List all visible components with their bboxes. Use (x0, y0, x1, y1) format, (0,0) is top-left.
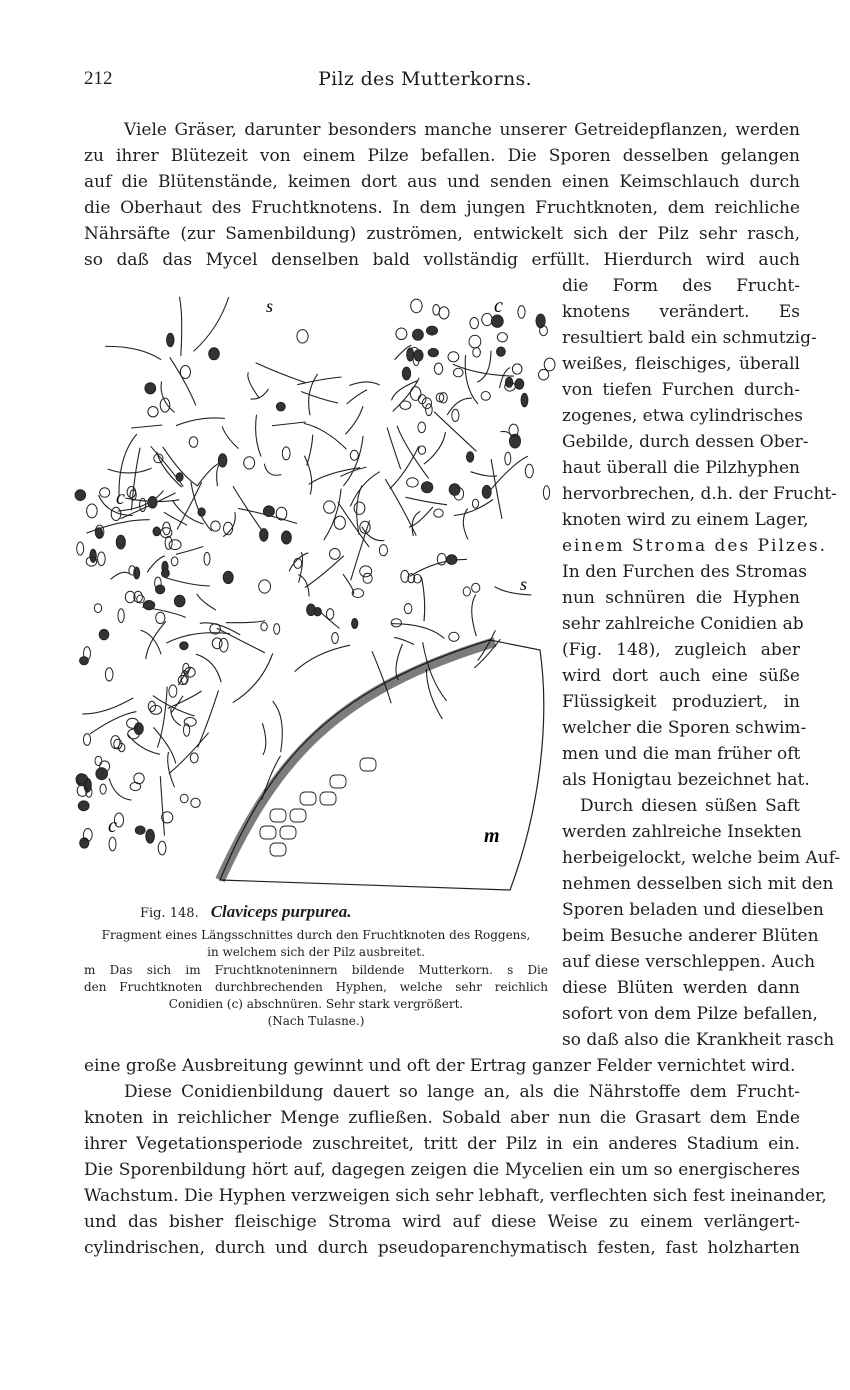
figure-species-name: Claviceps purpurea. (210, 902, 352, 921)
conidium (180, 794, 188, 803)
conidium (473, 348, 481, 358)
stroma-cell (300, 792, 316, 805)
conidium (482, 485, 491, 498)
hypha-strand (421, 577, 424, 621)
column-line: nehmen desselben sich mit den (562, 874, 834, 894)
conidium (190, 753, 198, 763)
conidium (282, 447, 290, 460)
conidium (544, 358, 555, 371)
hypha-strand (262, 723, 265, 755)
figure-label-c: c (116, 487, 125, 509)
hypha-strand (406, 497, 448, 505)
hypha-strand (491, 456, 528, 490)
hypha-strand (424, 432, 446, 464)
caption-line: m Das sich im Fruchtknoteninnern bildende Mutterkorn. s Die (84, 963, 548, 977)
conidium (153, 527, 160, 536)
conidium (540, 326, 548, 336)
conidium (402, 367, 410, 380)
stroma-cell (260, 826, 276, 839)
hypha-strand (385, 479, 416, 535)
conidium (176, 473, 183, 482)
conidium (497, 347, 506, 356)
hypha-strand (343, 436, 363, 486)
text-line: Viele Gräser, darunter besonders manche unserer Getreidepflanzen, werden (124, 120, 800, 140)
figure-label-m: m (484, 825, 500, 847)
conidium (244, 457, 255, 469)
conidium (169, 685, 177, 697)
column-line: von tiefen Furchen durch- (562, 380, 800, 400)
hypha-strand (272, 422, 306, 426)
running-title: Pilz des Mutterkorns. (318, 68, 532, 90)
column-line: Sporen beladen und dieselben (562, 900, 824, 920)
conidium (156, 585, 165, 594)
conidium (439, 307, 449, 319)
conidium (539, 369, 549, 380)
conidium (326, 609, 333, 620)
conidium (411, 299, 422, 313)
conidium (212, 638, 222, 649)
conidium (158, 841, 166, 855)
conidium (161, 528, 172, 538)
column-line: (Fig. 148), zugleich aber (562, 640, 800, 660)
conidium (350, 450, 358, 460)
column-line: werden zahlreiche Insekten (562, 822, 802, 842)
column-line: men und die man früher oft (562, 744, 801, 764)
conidium (463, 587, 470, 596)
conidium (87, 504, 98, 518)
text-line: Nährsäfte (zur Samenbildung) zuströmen, entwickelt sich der Pilz sehr rasch, (84, 224, 800, 244)
conidium (146, 829, 155, 843)
hypha-strand (170, 357, 196, 405)
text-line: eine große Ausbreitung gewinnt und oft der Ertrag ganzer Felder vernichtet wird. (84, 1056, 796, 1076)
hypha-strand (304, 423, 347, 449)
hypha-strand (171, 696, 183, 713)
conidium (400, 401, 411, 409)
conidium (145, 383, 156, 394)
column-line: wird dort auch eine süße (562, 666, 800, 686)
text-line: so daß das Mycel denselben bald vollständig erfüllt. Hierdurch wird auch (84, 250, 800, 270)
conidium (156, 612, 165, 623)
hypha-strand (391, 624, 444, 639)
conidium (363, 573, 372, 583)
conidium (90, 549, 96, 562)
conidium (111, 736, 120, 749)
text-line: knoten in reichlicher Menge zufließen. Sobald aber nun die Grasart dem Ende (84, 1108, 800, 1128)
conidium (449, 484, 460, 496)
conidium (259, 580, 271, 593)
conidium (354, 502, 365, 514)
hypha-strand (197, 594, 216, 610)
figure-illustration (70, 290, 556, 896)
column-line: nun schnüren die Hyphen (562, 588, 800, 608)
conidium (198, 508, 205, 516)
hypha-strand (108, 468, 152, 473)
text-line: Wachstum. Die Hyphen verzweigen sich sehr lebhaft, verflechten sich fest ineinander, (84, 1186, 827, 1206)
column-line: resultiert bald ein schmutzig- (562, 328, 817, 348)
conidium (482, 313, 492, 325)
conidium (497, 333, 507, 342)
column-line: hervorbrechen, d.h. der Frucht- (562, 484, 837, 504)
conidium (180, 366, 190, 379)
conidium (512, 364, 522, 374)
column-line: die Form des Frucht- (562, 276, 800, 296)
conidium (447, 555, 457, 565)
hypha-strand (256, 363, 306, 383)
caption-line: Conidien (c) abschnüren. Sehr stark vergrößert. (168, 997, 464, 1011)
conidium (77, 542, 84, 555)
hypha-strand (390, 446, 419, 489)
hypha-strand (131, 425, 162, 428)
conidium (78, 801, 89, 811)
conidium (467, 452, 474, 462)
conidium (171, 557, 178, 566)
hypha-strand (393, 378, 420, 412)
column-line: Gebilde, durch dessen Ober- (562, 432, 809, 452)
hypha-strand (447, 398, 472, 415)
figure-title (140, 902, 351, 922)
conidium (515, 379, 524, 389)
conidium (297, 330, 308, 343)
conidium (148, 407, 158, 417)
figure-label-c: c (108, 815, 117, 837)
hypha-strand (347, 390, 367, 404)
stroma-cell (280, 826, 296, 839)
hypha-strand (251, 389, 269, 399)
column-line: herbeigelockt, welche beim Auf- (562, 848, 841, 868)
conidium (167, 333, 174, 346)
hypha-strand (295, 645, 351, 671)
figure-label-c: c (494, 295, 503, 317)
conidium (99, 629, 109, 639)
column-line: auf diese verschleppen. Auch (562, 952, 816, 972)
conidium (469, 335, 481, 348)
stroma-cell (290, 809, 306, 822)
hypha-strand (82, 698, 133, 714)
stroma-cell (270, 843, 286, 856)
claviceps-drawing (70, 290, 556, 896)
stroma-cell (270, 809, 286, 822)
hypha-strand (491, 459, 502, 519)
text-line: ihrer Vegetationsperiode zuschreitet, tritt der Pilz in ein anderes Stadium ein. (84, 1134, 800, 1154)
caption-line: Fragment eines Längsschnittes durch den Fruchtknoten des Roggens, (101, 928, 531, 942)
column-line: beim Besuche anderer Blüten (562, 926, 819, 946)
column-line: weißes, fleischiges, überall (562, 354, 800, 374)
column-line: In den Furchen des Stromas (562, 562, 808, 582)
hypha-strand (111, 572, 131, 579)
conidium (162, 569, 170, 577)
caption-line: in welchem sich der Pilz ausbreitet. (207, 945, 425, 959)
hypha-strand (161, 382, 175, 413)
text-line: Die Sporenbildung hört auf, dagegen zeigen die Mycelien ein um so energischeres (84, 1160, 800, 1180)
conidium (452, 409, 459, 421)
conidium (211, 521, 220, 531)
hypha-strand (305, 556, 344, 588)
caption-line: den Fruchtknoten durchbrechenden Hyphen, welche sehr reichlich (84, 980, 548, 994)
conidium (127, 487, 136, 498)
conidium (543, 486, 549, 500)
conidium (324, 501, 336, 513)
conidium (427, 326, 438, 335)
figure-number: Fig. 148. (140, 906, 199, 921)
conidium (204, 552, 210, 565)
conidium (481, 392, 490, 401)
conidium (143, 601, 154, 610)
text-line: zu ihrer Blütezeit von einem Pilze befallen. Die Sporen desselben gelangen (84, 146, 800, 166)
hypha-strand (465, 355, 478, 404)
conidium (83, 734, 90, 746)
stroma-cell (330, 775, 346, 788)
conidium (118, 609, 124, 623)
conidium (421, 482, 432, 493)
conidium (404, 604, 412, 614)
conidium (437, 553, 446, 565)
hypha-strand (222, 427, 238, 449)
conidium (209, 348, 220, 360)
column-line: knoten wird zu einem Lager, (562, 510, 809, 530)
conidium (454, 368, 464, 377)
column-line: haut überall die Pilzhyphen (562, 458, 800, 478)
conidium (96, 768, 108, 780)
conidium (116, 535, 125, 549)
hypha-strand (397, 426, 429, 479)
conidium (165, 536, 172, 549)
hypha-strand (307, 435, 313, 466)
conidium (330, 549, 341, 560)
conidium (184, 718, 196, 727)
text-line: und das bisher fleischige Stroma wird auf diese Weise zu einem verlängert- (84, 1212, 800, 1232)
conidium (148, 497, 157, 509)
conidium (505, 452, 511, 465)
conidium (521, 393, 528, 406)
conidium (80, 657, 89, 665)
column-line: knotens verändert. Es (562, 302, 800, 322)
conidium (472, 499, 478, 508)
conidium (134, 773, 144, 784)
conidium (95, 756, 102, 765)
hypha-strand (309, 468, 360, 485)
conidium (100, 488, 110, 498)
hypha-strand (297, 377, 341, 385)
hypha-strand (392, 381, 418, 401)
conidium (434, 509, 443, 517)
conidium (105, 668, 113, 681)
hypha-strand (387, 428, 401, 470)
stroma-cell (360, 758, 376, 771)
conidium (109, 837, 116, 851)
stroma-cell (320, 792, 336, 805)
hypha-strand (160, 776, 164, 836)
conidium (94, 604, 101, 613)
hypha-strand (165, 578, 210, 586)
conidium (260, 529, 268, 542)
hypha-strand (127, 734, 160, 755)
conidium (448, 352, 459, 362)
hypha-strand (168, 691, 202, 708)
conidium (352, 619, 358, 629)
conidium (391, 619, 401, 627)
text-line: die Oberhaut des Fruchtknotens. In dem jungen Fruchtknoten, dem reichliche (84, 198, 800, 218)
conidium (98, 552, 106, 566)
conidium (418, 446, 425, 454)
column-line: diese Blüten werden dann (562, 978, 800, 998)
hypha-strand (324, 489, 341, 541)
conidium (449, 632, 459, 641)
hypha-strand (273, 701, 283, 752)
hypha-strand (169, 733, 209, 774)
conidium (75, 490, 85, 501)
hypha-strand (176, 418, 225, 426)
hypha-strand (264, 464, 281, 476)
column-line: sehr zahlreiche Conidien ab (562, 614, 804, 634)
hypha-strand (256, 415, 261, 457)
conidium (218, 454, 227, 467)
conidium (274, 624, 280, 635)
text-line: cylindrischen, durch und durch pseudoparenchymatisch festen, fast holzharten (84, 1238, 800, 1258)
conidium (180, 642, 188, 650)
conidium (525, 464, 533, 478)
conidium (282, 531, 292, 544)
conidium (518, 306, 525, 319)
conidium (433, 305, 440, 316)
conidium (174, 595, 185, 607)
column-line: zogenes, etwa cylindrisches (562, 406, 804, 426)
conidium (379, 545, 387, 556)
figure-label-s: s (266, 296, 274, 316)
hypha-strand (233, 653, 273, 702)
conidium (276, 402, 285, 411)
hypha-strand (217, 628, 265, 653)
hypha-strand (198, 690, 219, 747)
conidium (160, 398, 170, 412)
conidium (191, 798, 200, 807)
hypha-strand (146, 621, 166, 659)
conidium (418, 422, 426, 433)
conidium (396, 328, 407, 340)
hypha-strand (426, 669, 442, 719)
hypha-strand (301, 392, 338, 403)
column-line: welcher die Sporen schwim- (562, 718, 807, 738)
conidium (332, 633, 339, 644)
hypha-strand (180, 297, 182, 356)
hypha-strand (196, 654, 221, 682)
text-line: Diese Conidienbildung dauert so lange an, als die Nährstoffe dem Frucht- (124, 1082, 800, 1102)
conidium (261, 623, 267, 631)
conidium (223, 571, 233, 583)
conidium (294, 558, 302, 568)
conidium (135, 826, 145, 834)
hypha-strand (472, 594, 477, 636)
conidium (189, 437, 198, 448)
column-line: Durch diesen süßen Saft (580, 796, 800, 816)
conidium (472, 583, 480, 592)
conidium (413, 329, 424, 340)
column-line: als Honigtau bezeichnet hat. (562, 770, 810, 790)
conidium (263, 506, 274, 517)
conidium (219, 638, 228, 652)
conidium (410, 387, 421, 401)
hypha-strand (233, 486, 266, 536)
conidium (414, 350, 423, 361)
conidium (307, 604, 316, 616)
conidium (360, 566, 372, 577)
column-line: Flüssigkeit produziert, in (562, 692, 800, 712)
hypha-strand (109, 778, 131, 800)
conidium (334, 516, 345, 529)
hypha-strand (105, 346, 161, 359)
conidium (276, 507, 287, 520)
hypha-strand (345, 406, 363, 434)
figure-label-s: s (520, 574, 528, 594)
hypha-strand (197, 463, 219, 486)
conidium (470, 318, 479, 329)
caption-line: (Nach Tulasne.) (267, 1014, 365, 1028)
hypha-strand (226, 621, 265, 623)
hypha-strand (248, 372, 259, 398)
hypha-strand (131, 448, 140, 511)
hypha-strand (394, 637, 414, 644)
column-line: sofort von dem Pilze befallen, (562, 1004, 818, 1024)
text-line: auf die Blütenstände, keimen dort aus und senden einen Keimschlauch durch (84, 172, 800, 192)
conidium (428, 348, 438, 356)
hypha-strand (350, 472, 380, 507)
column-line: so daß also die Krankheit rasch (562, 1030, 835, 1050)
conidium (401, 570, 409, 582)
hypha-strand (194, 297, 229, 351)
conidium (434, 363, 442, 374)
hypha-strand (349, 382, 380, 386)
page-number: 212 (84, 68, 113, 89)
conidium (407, 478, 419, 487)
hypha-strand (153, 727, 175, 763)
conidium (100, 784, 106, 794)
column-line: einem Stroma des Pilzes. (562, 536, 828, 556)
